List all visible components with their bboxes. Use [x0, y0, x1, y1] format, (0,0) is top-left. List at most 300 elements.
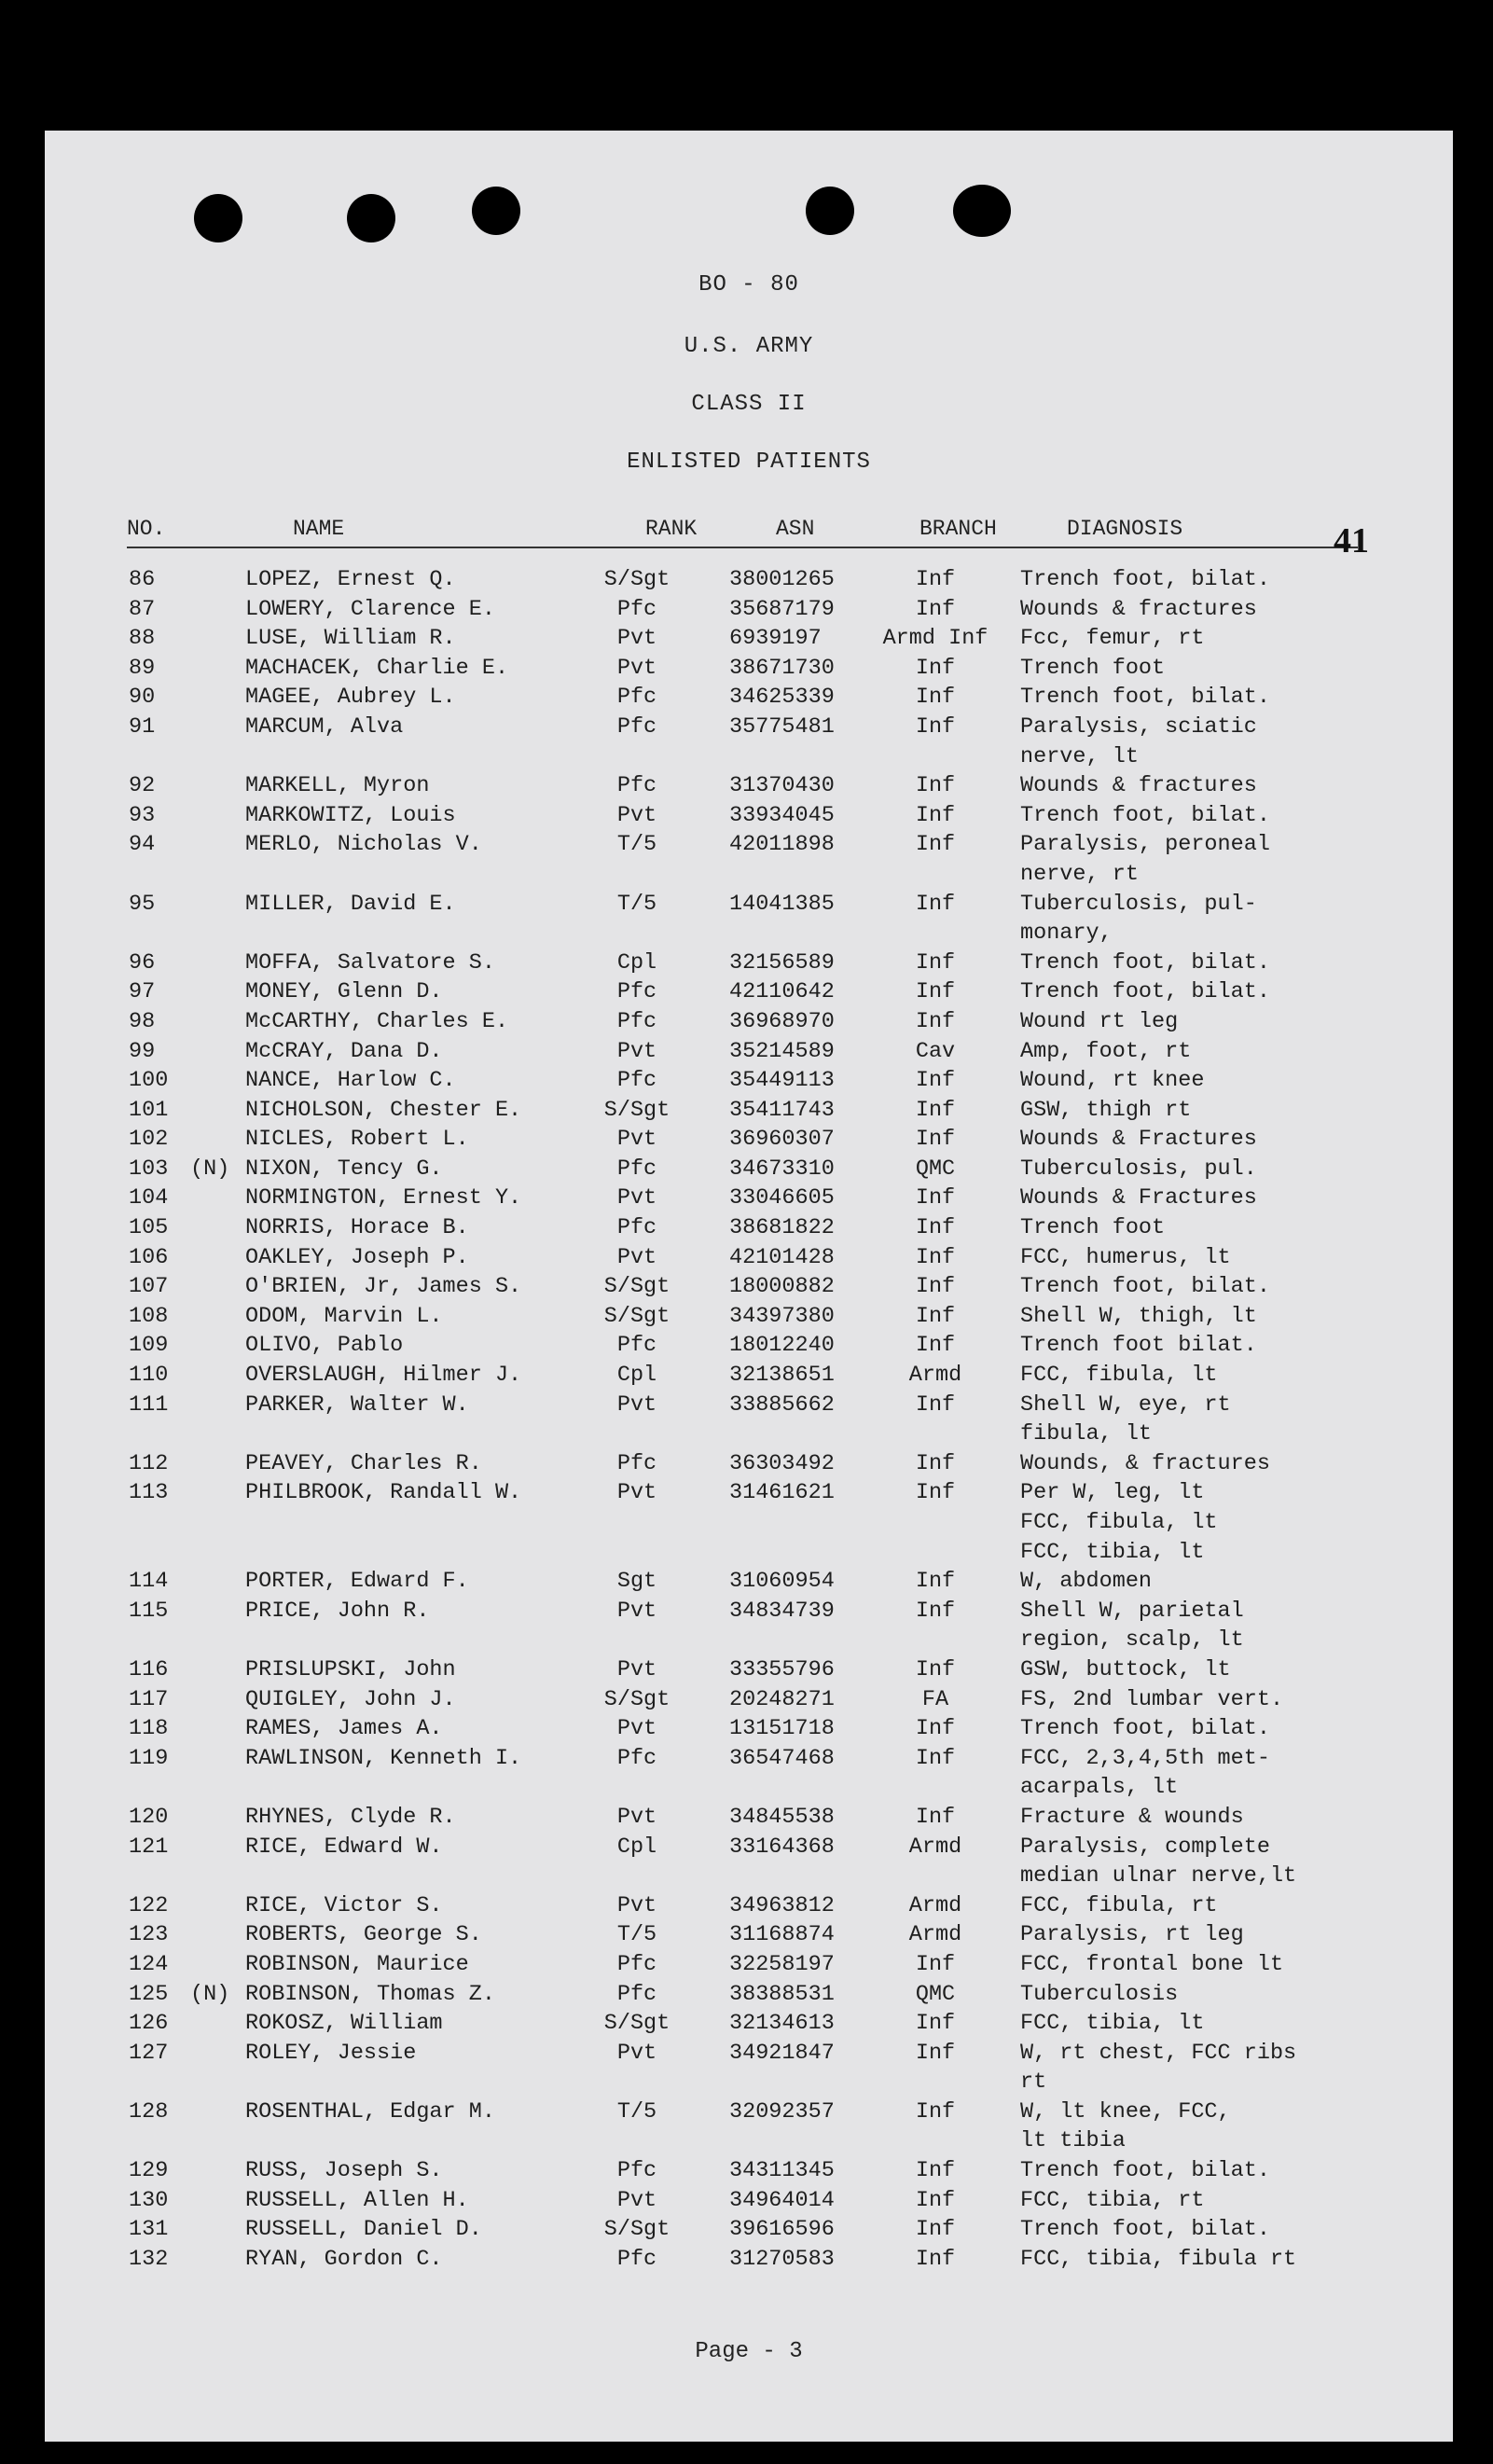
diagnosis-line: Wounds & Fractures — [1020, 1127, 1257, 1153]
patient-name: RUSSELL, Allen H. — [245, 2187, 469, 2213]
patient-asn: 34397380 — [729, 1303, 835, 1329]
patient-asn: 6939197 — [729, 626, 822, 652]
patient-rank: Pfc — [616, 1068, 657, 1094]
patient-branch: Inf — [915, 1569, 956, 1595]
table-row — [45, 2009, 1453, 2039]
patient-branch: Armd — [908, 1922, 962, 1948]
document-code: BO - 80 — [698, 272, 799, 298]
patient-asn: 18000882 — [729, 1274, 835, 1300]
diagnosis-line: FCC, tibia, lt — [1020, 2011, 1205, 2037]
row-number: 90 — [129, 685, 156, 711]
patient-branch: Inf — [915, 1185, 956, 1211]
row-number: 95 — [129, 891, 156, 917]
diagnosis-line: Fracture & wounds — [1020, 1804, 1244, 1830]
patient-rank: Pfc — [616, 1450, 657, 1476]
patient-rank: Pvt — [616, 1656, 657, 1682]
patient-branch: Armd Inf — [882, 626, 988, 652]
patient-asn: 34845538 — [729, 1804, 835, 1830]
patient-rank: Pfc — [616, 713, 657, 740]
patient-branch: Armd — [908, 1363, 962, 1389]
row-number: 109 — [129, 1333, 169, 1359]
patient-asn: 38388531 — [729, 1981, 835, 2007]
patient-branch: Inf — [915, 655, 956, 681]
patient-name: NORRIS, Horace B. — [245, 1215, 469, 1241]
diagnosis-line: Wound rt leg — [1020, 1008, 1179, 1034]
table-row — [45, 624, 1453, 654]
table-row — [45, 1478, 1453, 1567]
patient-name: ROBERTS, George S. — [245, 1922, 482, 1948]
table-row — [45, 1096, 1453, 1126]
patient-asn: 31270583 — [729, 2246, 835, 2272]
diagnosis-line: W, rt chest, FCC ribs — [1020, 2040, 1297, 2066]
diagnosis-line: lt tibia — [1020, 2128, 1126, 2154]
diagnosis-line: Trench foot, bilat. — [1020, 567, 1270, 592]
diagnosis-line: FCC, fibula, lt — [1020, 1510, 1218, 1535]
patient-rank: Pvt — [616, 1244, 657, 1270]
punch-hole — [347, 194, 395, 242]
row-number: 92 — [129, 773, 156, 799]
table-row — [45, 1567, 1453, 1597]
row-number: 106 — [129, 1244, 169, 1270]
row-number: 119 — [129, 1745, 169, 1771]
row-number: 98 — [129, 1008, 156, 1034]
diagnosis-line: GSW, buttock, lt — [1020, 1656, 1231, 1682]
patient-name: PARKER, Walter W. — [245, 1391, 469, 1418]
diagnosis-line: Tuberculosis, pul- — [1020, 891, 1257, 917]
patient-branch: Inf — [915, 891, 956, 917]
row-note-mark: (N) — [190, 1981, 230, 2007]
patient-asn: 31370430 — [729, 773, 835, 799]
table-row — [45, 1950, 1453, 1980]
table-row — [45, 2156, 1453, 2186]
diagnosis-line: Trench foot, bilat. — [1020, 2217, 1270, 2243]
page-footer: Page - 3 — [695, 2339, 803, 2364]
diagnosis-line: Paralysis, complete — [1020, 1834, 1270, 1860]
patient-branch: QMC — [915, 1981, 956, 2007]
table-row — [45, 1597, 1453, 1655]
patient-name: QUIGLEY, John J. — [245, 1686, 456, 1712]
patient-asn: 33885662 — [729, 1391, 835, 1418]
patient-name: O'BRIEN, Jr, James S. — [245, 1274, 522, 1300]
patient-rank: Pfc — [616, 1008, 657, 1034]
patient-rank: Pfc — [616, 685, 657, 711]
row-number: 124 — [129, 1951, 169, 1977]
patient-name: MILLER, David E. — [245, 891, 456, 917]
patient-branch: Inf — [915, 1480, 956, 1506]
patient-rank: S/Sgt — [603, 1097, 670, 1123]
table-row — [45, 2215, 1453, 2245]
patient-asn: 13151718 — [729, 1716, 835, 1742]
diagnosis-line: Trench foot — [1020, 1215, 1166, 1241]
table-row — [45, 1243, 1453, 1273]
patient-branch: Inf — [915, 713, 956, 740]
table-row — [45, 1066, 1453, 1096]
table-row — [45, 1449, 1453, 1479]
diagnosis-line: FCC, fibula, rt — [1020, 1892, 1218, 1918]
patient-name: RUSSELL, Daniel D. — [245, 2217, 482, 2243]
patient-rank: T/5 — [616, 891, 657, 917]
table-row — [45, 830, 1453, 889]
patient-rank: S/Sgt — [603, 1274, 670, 1300]
table-row — [45, 1803, 1453, 1833]
column-header-no: NO. — [127, 517, 166, 541]
row-number: 102 — [129, 1127, 169, 1153]
table-row — [45, 977, 1453, 1007]
row-number: 120 — [129, 1804, 169, 1830]
table-row — [45, 1213, 1453, 1243]
diagnosis-line: FCC, tibia, lt — [1020, 1539, 1205, 1565]
diagnosis-line: median ulnar nerve,lt — [1020, 1863, 1297, 1890]
row-number: 115 — [129, 1598, 169, 1624]
patient-branch: Inf — [915, 1244, 956, 1270]
patient-rank: T/5 — [616, 1922, 657, 1948]
patient-name: MONEY, Glenn D. — [245, 979, 443, 1005]
organization-title: U.S. ARMY — [684, 334, 814, 359]
patient-asn: 33046605 — [729, 1185, 835, 1211]
patient-branch: QMC — [915, 1156, 956, 1182]
table-row — [45, 654, 1453, 684]
patient-branch: Inf — [915, 1274, 956, 1300]
patient-name: McCARTHY, Charles E. — [245, 1008, 509, 1034]
diagnosis-line: Fcc, femur, rt — [1020, 626, 1205, 652]
diagnosis-line: rt — [1020, 2069, 1047, 2096]
patient-asn: 34964014 — [729, 2187, 835, 2213]
patient-rank: T/5 — [616, 832, 657, 858]
patient-rank: Pvt — [616, 1716, 657, 1742]
patient-rank: Pvt — [616, 2187, 657, 2213]
row-number: 99 — [129, 1038, 156, 1064]
diagnosis-line: Paralysis, peroneal — [1020, 832, 1270, 858]
row-number: 107 — [129, 1274, 169, 1300]
row-number: 89 — [129, 655, 156, 681]
table-row — [45, 771, 1453, 801]
patient-rank: Pvt — [616, 1480, 657, 1506]
patient-rank: Cpl — [616, 1834, 657, 1860]
patient-asn: 31461621 — [729, 1480, 835, 1506]
row-number: 108 — [129, 1303, 169, 1329]
patient-name: MOFFA, Salvatore S. — [245, 949, 495, 976]
diagnosis-line: Trench foot, bilat. — [1020, 949, 1270, 976]
patient-rank: Pvt — [616, 1038, 657, 1064]
patient-rank: Pvt — [616, 626, 657, 652]
patient-asn: 34921847 — [729, 2040, 835, 2066]
column-header-name: NAME — [293, 517, 345, 541]
patient-rank: Pfc — [616, 1951, 657, 1977]
patient-branch: Inf — [915, 1068, 956, 1094]
diagnosis-line: FS, 2nd lumbar vert. — [1020, 1686, 1284, 1712]
diagnosis-line: FCC, frontal bone lt — [1020, 1951, 1284, 1977]
patient-branch: Cav — [915, 1038, 956, 1064]
row-number: 97 — [129, 979, 156, 1005]
diagnosis-line: nerve, rt — [1020, 861, 1139, 887]
table-row — [45, 683, 1453, 713]
column-header-rank: RANK — [645, 517, 698, 541]
patient-branch: Inf — [915, 1716, 956, 1742]
table-row — [45, 713, 1453, 771]
patient-branch: Inf — [915, 1127, 956, 1153]
patient-name: RYAN, Gordon C. — [245, 2246, 443, 2272]
table-row — [45, 595, 1453, 625]
patient-asn: 35775481 — [729, 713, 835, 740]
patient-name: ROLEY, Jessie — [245, 2040, 417, 2066]
row-note-mark: (N) — [190, 1156, 230, 1182]
row-number: 93 — [129, 802, 156, 828]
table-row — [45, 1391, 1453, 1449]
table-row — [45, 1744, 1453, 1803]
patient-branch: Inf — [915, 1598, 956, 1624]
patient-name: RUSS, Joseph S. — [245, 2158, 443, 2184]
patient-asn: 32092357 — [729, 2098, 835, 2125]
diagnosis-line: Paralysis, rt leg — [1020, 1922, 1244, 1948]
diagnosis-line: Trench foot — [1020, 655, 1166, 681]
patient-name: MARKOWITZ, Louis — [245, 802, 456, 828]
row-number: 111 — [129, 1391, 169, 1418]
diagnosis-line: Trench foot, bilat. — [1020, 1274, 1270, 1300]
diagnosis-line: FCC, tibia, rt — [1020, 2187, 1205, 2213]
table-row — [45, 1155, 1453, 1184]
patient-rank: Pfc — [616, 1333, 657, 1359]
patient-rank: Sgt — [616, 1569, 657, 1595]
diagnosis-line: fibula, lt — [1020, 1421, 1153, 1447]
patient-branch: Inf — [915, 1656, 956, 1682]
table-row — [45, 1037, 1453, 1067]
patient-rank: Pfc — [616, 1981, 657, 2007]
patient-name: OAKLEY, Joseph P. — [245, 1244, 469, 1270]
diagnosis-line: FCC, humerus, lt — [1020, 1244, 1231, 1270]
patient-name: RICE, Edward W. — [245, 1834, 443, 1860]
diagnosis-line: Tuberculosis, pul. — [1020, 1156, 1257, 1182]
patient-branch: Inf — [915, 2040, 956, 2066]
handwritten-page-number: 41 — [1334, 521, 1369, 561]
table-row — [45, 565, 1453, 595]
diagnosis-line: Trench foot, bilat. — [1020, 1716, 1270, 1742]
patient-branch: Inf — [915, 832, 956, 858]
patient-name: NANCE, Harlow C. — [245, 1068, 456, 1094]
patient-rank: S/Sgt — [603, 567, 670, 592]
patient-asn: 18012240 — [729, 1333, 835, 1359]
patient-asn: 35687179 — [729, 596, 835, 622]
patient-name: OLIVO, Pablo — [245, 1333, 404, 1359]
row-number: 104 — [129, 1185, 169, 1211]
diagnosis-line: GSW, thigh rt — [1020, 1097, 1192, 1123]
patient-rank: Pvt — [616, 2040, 657, 2066]
patient-name: NIXON, Tency G. — [245, 1156, 443, 1182]
table-row — [45, 2039, 1453, 2097]
diagnosis-line: Trench foot, bilat. — [1020, 979, 1270, 1005]
patient-name: ROBINSON, Maurice — [245, 1951, 469, 1977]
patient-asn: 32138651 — [729, 1363, 835, 1389]
punch-hole — [194, 194, 242, 242]
patient-asn: 34625339 — [729, 685, 835, 711]
diagnosis-line: W, abdomen — [1020, 1569, 1153, 1595]
patient-branch: Armd — [908, 1834, 962, 1860]
patient-asn: 36303492 — [729, 1450, 835, 1476]
row-number: 110 — [129, 1363, 169, 1389]
document-page — [45, 131, 1453, 2442]
patient-branch: Inf — [915, 1804, 956, 1830]
row-number: 127 — [129, 2040, 169, 2066]
diagnosis-line: Shell W, eye, rt — [1020, 1391, 1231, 1418]
patient-asn: 35214589 — [729, 1038, 835, 1064]
patient-branch: Inf — [915, 2098, 956, 2125]
patient-name: PRISLUPSKI, John — [245, 1656, 456, 1682]
patient-rank: Pvt — [616, 1185, 657, 1211]
patient-asn: 31060954 — [729, 1569, 835, 1595]
patient-name: RHYNES, Clyde R. — [245, 1804, 456, 1830]
column-header-branch: BRANCH — [919, 517, 997, 541]
patient-branch: Inf — [915, 2158, 956, 2184]
table-row — [45, 1891, 1453, 1921]
patient-name: MAGEE, Aubrey L. — [245, 685, 456, 711]
patient-rank: Pfc — [616, 773, 657, 799]
patient-name: RICE, Victor S. — [245, 1892, 443, 1918]
row-number: 125 — [129, 1981, 169, 2007]
patient-name: ODOM, Marvin L. — [245, 1303, 443, 1329]
table-row — [45, 1007, 1453, 1037]
row-number: 88 — [129, 626, 156, 652]
patient-branch: Inf — [915, 1450, 956, 1476]
diagnosis-line: FCC, tibia, fibula rt — [1020, 2246, 1297, 2272]
patient-name: McCRAY, Dana D. — [245, 1038, 443, 1064]
patient-name: MACHACEK, Charlie E. — [245, 655, 509, 681]
patient-name: NORMINGTON, Ernest Y. — [245, 1185, 522, 1211]
diagnosis-line: Paralysis, sciatic — [1020, 713, 1257, 740]
patient-name: PEAVEY, Charles R. — [245, 1450, 482, 1476]
table-row — [45, 1331, 1453, 1361]
table-row — [45, 2186, 1453, 2216]
diagnosis-line: nerve, lt — [1020, 743, 1139, 769]
patient-rank: T/5 — [616, 2098, 657, 2125]
diagnosis-line: Tuberculosis — [1020, 1981, 1179, 2007]
diagnosis-line: W, lt knee, FCC, — [1020, 2098, 1231, 2125]
patient-asn: 32258197 — [729, 1951, 835, 1977]
patient-branch: Inf — [915, 2187, 956, 2213]
patient-branch: Inf — [915, 979, 956, 1005]
row-number: 105 — [129, 1215, 169, 1241]
patient-asn: 20248271 — [729, 1686, 835, 1712]
patient-name: PRICE, John R. — [245, 1598, 430, 1624]
row-number: 121 — [129, 1834, 169, 1860]
patient-branch: Inf — [915, 1391, 956, 1418]
patient-rank: Cpl — [616, 949, 657, 976]
patient-branch: Inf — [915, 1097, 956, 1123]
diagnosis-line: Wounds & fractures — [1020, 596, 1257, 622]
patient-name: ROBINSON, Thomas Z. — [245, 1981, 495, 2007]
patient-branch: Inf — [915, 1303, 956, 1329]
patient-rank: Cpl — [616, 1363, 657, 1389]
table-row — [45, 948, 1453, 978]
table-row — [45, 801, 1453, 831]
patient-rank: Pvt — [616, 1598, 657, 1624]
row-number: 94 — [129, 832, 156, 858]
diagnosis-line: Wound, rt knee — [1020, 1068, 1205, 1094]
patient-rank: Pfc — [616, 1215, 657, 1241]
table-row — [45, 1184, 1453, 1213]
row-number: 91 — [129, 713, 156, 740]
row-number: 87 — [129, 596, 156, 622]
patient-branch: Inf — [915, 2246, 956, 2272]
patient-asn: 33934045 — [729, 802, 835, 828]
patient-asn: 33355796 — [729, 1656, 835, 1682]
patient-branch: Inf — [915, 1951, 956, 1977]
patient-name: LUSE, William R. — [245, 626, 456, 652]
patient-branch: Inf — [915, 2011, 956, 2037]
patient-asn: 39616596 — [729, 2217, 835, 2243]
patient-asn: 34311345 — [729, 2158, 835, 2184]
patient-asn: 35411743 — [729, 1097, 835, 1123]
patient-branch: Armd — [908, 1892, 962, 1918]
row-number: 103 — [129, 1156, 169, 1182]
patient-rank: Pfc — [616, 2246, 657, 2272]
patient-asn: 36960307 — [729, 1127, 835, 1153]
row-number: 86 — [129, 567, 156, 592]
patient-asn: 33164368 — [729, 1834, 835, 1860]
diagnosis-line: Shell W, parietal — [1020, 1598, 1244, 1624]
table-row — [45, 1361, 1453, 1391]
patient-asn: 36547468 — [729, 1745, 835, 1771]
patient-asn: 38681822 — [729, 1215, 835, 1241]
patient-asn: 32156589 — [729, 949, 835, 976]
patient-rank: S/Sgt — [603, 2217, 670, 2243]
row-number: 122 — [129, 1892, 169, 1918]
patient-asn: 42110642 — [729, 979, 835, 1005]
diagnosis-line: region, scalp, lt — [1020, 1627, 1244, 1654]
diagnosis-line: Trench foot, bilat. — [1020, 802, 1270, 828]
patient-rank: S/Sgt — [603, 1686, 670, 1712]
row-number: 129 — [129, 2158, 169, 2184]
patient-name: MERLO, Nicholas V. — [245, 832, 482, 858]
table-row — [45, 1302, 1453, 1332]
row-number: 116 — [129, 1656, 169, 1682]
patient-name: OVERSLAUGH, Hilmer J. — [245, 1363, 522, 1389]
patient-branch: Inf — [915, 567, 956, 592]
table-row — [45, 1920, 1453, 1950]
patient-asn: 42101428 — [729, 1244, 835, 1270]
diagnosis-line: Wounds, & fractures — [1020, 1450, 1270, 1476]
row-number: 130 — [129, 2187, 169, 2213]
row-number: 131 — [129, 2217, 169, 2243]
diagnosis-line: acarpals, lt — [1020, 1775, 1179, 1801]
patient-branch: Inf — [915, 1008, 956, 1034]
row-number: 117 — [129, 1686, 169, 1712]
diagnosis-line: Wounds & fractures — [1020, 773, 1257, 799]
patient-name: RAWLINSON, Kenneth I. — [245, 1745, 522, 1771]
patient-branch: Inf — [915, 1333, 956, 1359]
row-number: 118 — [129, 1716, 169, 1742]
patient-name: LOPEZ, Ernest Q. — [245, 567, 456, 592]
row-number: 123 — [129, 1922, 169, 1948]
diagnosis-line: monary, — [1020, 921, 1113, 947]
patient-rank: Pvt — [616, 655, 657, 681]
column-header-diagnosis: DIAGNOSIS — [1067, 517, 1183, 541]
patient-rank: Pfc — [616, 596, 657, 622]
diagnosis-line: Shell W, thigh, lt — [1020, 1303, 1257, 1329]
table-row — [45, 1714, 1453, 1744]
patient-rank: Pfc — [616, 1156, 657, 1182]
class-title: CLASS II — [691, 392, 807, 417]
patient-branch: Inf — [915, 2217, 956, 2243]
patient-asn: 32134613 — [729, 2011, 835, 2037]
patient-asn: 34963812 — [729, 1892, 835, 1918]
table-row — [45, 1655, 1453, 1685]
patient-name: ROSENTHAL, Edgar M. — [245, 2098, 495, 2125]
row-number: 96 — [129, 949, 156, 976]
row-number: 100 — [129, 1068, 169, 1094]
patient-branch: Inf — [915, 596, 956, 622]
patient-rank: Pfc — [616, 979, 657, 1005]
table-row — [45, 1272, 1453, 1302]
patient-asn: 38001265 — [729, 567, 835, 592]
